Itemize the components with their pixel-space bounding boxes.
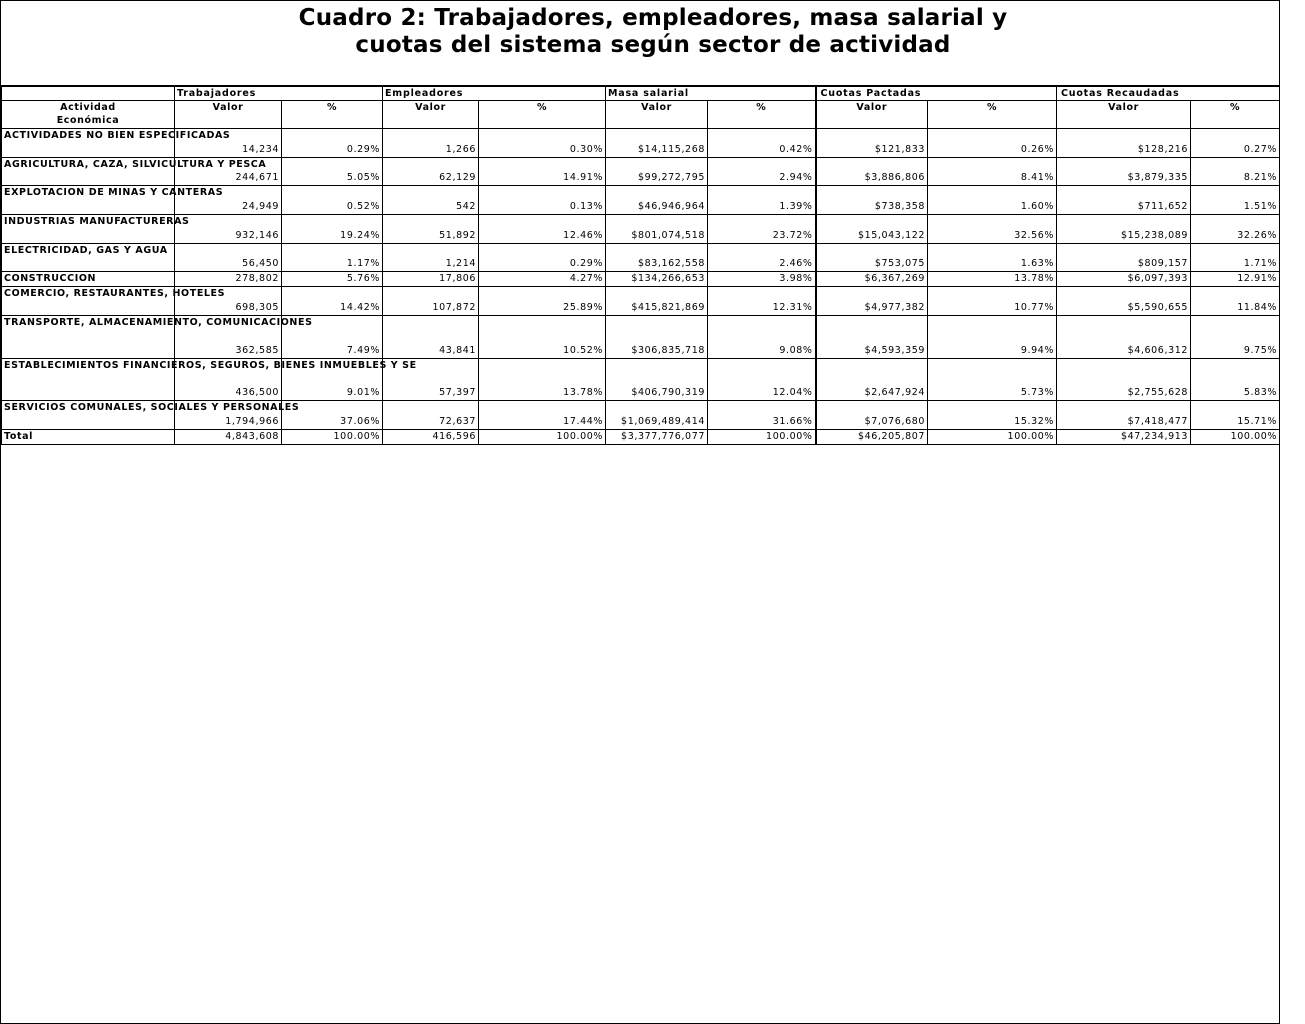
percent-cell: 14.91% bbox=[479, 158, 606, 186]
value-cell: $711,652 bbox=[1057, 186, 1191, 215]
percent-cell: 9.75% bbox=[1191, 316, 1280, 359]
value-cell: $3,879,335 bbox=[1057, 158, 1191, 186]
value-cell: 932,146 bbox=[175, 215, 282, 244]
value-cell: $83,162,558 bbox=[606, 244, 708, 272]
value-cell: $1,069,489,414 bbox=[606, 401, 708, 430]
value-cell: 244,671 bbox=[175, 158, 282, 186]
percent-cell: 1.71% bbox=[1191, 244, 1280, 272]
data-table bbox=[1, 86, 1280, 445]
value-cell: $121,833 bbox=[816, 129, 928, 158]
sub-header-row bbox=[2, 101, 1280, 129]
value-header: Valor bbox=[606, 101, 708, 129]
value-cell: 698,305 bbox=[175, 287, 282, 316]
group-header: Masa salarial bbox=[606, 87, 816, 101]
table-row bbox=[2, 215, 1280, 244]
percent-cell: 10.77% bbox=[928, 287, 1057, 316]
percent-cell: 25.89% bbox=[479, 287, 606, 316]
percent-cell: 0.52% bbox=[282, 186, 383, 215]
table-row bbox=[2, 272, 1280, 287]
table-row bbox=[2, 316, 1280, 359]
value-cell: $738,358 bbox=[816, 186, 928, 215]
value-cell: $3,377,776,077 bbox=[606, 430, 708, 445]
value-cell: $3,886,806 bbox=[816, 158, 928, 186]
value-cell: 1,266 bbox=[383, 129, 479, 158]
value-cell: 72,637 bbox=[383, 401, 479, 430]
activity-label: ESTABLECIMIENTOS FINANCIEROS, SEGUROS, BIENES INMUEBLES Y SE bbox=[2, 359, 175, 401]
percent-cell: 0.29% bbox=[282, 129, 383, 158]
percent-cell: 8.21% bbox=[1191, 158, 1280, 186]
percent-cell: 100.00% bbox=[479, 430, 606, 445]
value-header: Valor bbox=[383, 101, 479, 129]
percent-cell: 0.29% bbox=[479, 244, 606, 272]
value-cell: $7,418,477 bbox=[1057, 401, 1191, 430]
percent-cell: 15.32% bbox=[928, 401, 1057, 430]
value-cell: 62,129 bbox=[383, 158, 479, 186]
percent-cell: 0.30% bbox=[479, 129, 606, 158]
percent-cell: 1.51% bbox=[1191, 186, 1280, 215]
value-cell: $2,647,924 bbox=[816, 359, 928, 401]
percent-cell: 37.06% bbox=[282, 401, 383, 430]
activity-label: INDUSTRIAS MANUFACTURERAS bbox=[2, 215, 175, 244]
value-cell: $7,076,680 bbox=[816, 401, 928, 430]
value-cell: 278,802 bbox=[175, 272, 282, 287]
percent-cell: 9.08% bbox=[708, 316, 816, 359]
value-cell: $415,821,869 bbox=[606, 287, 708, 316]
value-cell: $46,946,964 bbox=[606, 186, 708, 215]
percent-cell: 17.44% bbox=[479, 401, 606, 430]
group-header: Cuotas Recaudadas bbox=[1057, 87, 1280, 101]
value-cell: $5,590,655 bbox=[1057, 287, 1191, 316]
percent-cell: 12.31% bbox=[708, 287, 816, 316]
percent-cell: 14.42% bbox=[282, 287, 383, 316]
percent-cell: 1.17% bbox=[282, 244, 383, 272]
value-cell: $4,593,359 bbox=[816, 316, 928, 359]
table-row bbox=[2, 186, 1280, 215]
percent-cell: 31.66% bbox=[708, 401, 816, 430]
percent-cell: 15.71% bbox=[1191, 401, 1280, 430]
activity-label: ACTIVIDADES NO BIEN ESPECIFICADAS bbox=[2, 129, 175, 158]
percent-cell: 9.94% bbox=[928, 316, 1057, 359]
value-cell: 416,596 bbox=[383, 430, 479, 445]
percent-cell: 100.00% bbox=[928, 430, 1057, 445]
group-header-blank bbox=[2, 87, 175, 101]
value-cell: $46,205,807 bbox=[816, 430, 928, 445]
percent-header: % bbox=[1191, 101, 1280, 129]
percent-cell: 100.00% bbox=[708, 430, 816, 445]
percent-cell: 12.91% bbox=[1191, 272, 1280, 287]
value-cell: 1,214 bbox=[383, 244, 479, 272]
value-cell: 4,843,608 bbox=[175, 430, 282, 445]
activity-label: TRANSPORTE, ALMACENAMIENTO, COMUNICACIONES bbox=[2, 316, 175, 359]
value-cell: $128,216 bbox=[1057, 129, 1191, 158]
value-cell: $134,266,653 bbox=[606, 272, 708, 287]
activity-label: AGRICULTURA, CAZA, SILVICULTURA Y PESCA bbox=[2, 158, 175, 186]
value-cell: 57,397 bbox=[383, 359, 479, 401]
percent-cell: 5.76% bbox=[282, 272, 383, 287]
value-cell: $809,157 bbox=[1057, 244, 1191, 272]
percent-header: % bbox=[708, 101, 816, 129]
activity-label: ELECTRICIDAD, GAS Y AGUA bbox=[2, 244, 175, 272]
percent-cell: 5.83% bbox=[1191, 359, 1280, 401]
activity-header: Actividad Económica bbox=[2, 101, 175, 129]
percent-cell: 11.84% bbox=[1191, 287, 1280, 316]
value-cell: 542 bbox=[383, 186, 479, 215]
value-cell: $6,097,393 bbox=[1057, 272, 1191, 287]
group-header-row bbox=[2, 87, 1280, 101]
value-header: Valor bbox=[816, 101, 928, 129]
percent-cell: 0.13% bbox=[479, 186, 606, 215]
percent-cell: 13.78% bbox=[928, 272, 1057, 287]
percent-cell: 0.27% bbox=[1191, 129, 1280, 158]
percent-cell: 32.26% bbox=[1191, 215, 1280, 244]
percent-cell: 0.26% bbox=[928, 129, 1057, 158]
percent-cell: 13.78% bbox=[479, 359, 606, 401]
group-header: Trabajadores bbox=[175, 87, 383, 101]
value-cell: 24,949 bbox=[175, 186, 282, 215]
value-cell: 436,500 bbox=[175, 359, 282, 401]
percent-cell: 12.04% bbox=[708, 359, 816, 401]
percent-cell: 1.60% bbox=[928, 186, 1057, 215]
value-cell: 43,841 bbox=[383, 316, 479, 359]
table-row bbox=[2, 129, 1280, 158]
value-cell: 14,234 bbox=[175, 129, 282, 158]
percent-cell: 7.49% bbox=[282, 316, 383, 359]
title-line-2: cuotas del sistema según sector de actividad bbox=[355, 32, 951, 58]
value-cell: $406,790,319 bbox=[606, 359, 708, 401]
value-cell: $306,835,718 bbox=[606, 316, 708, 359]
value-cell: $4,977,382 bbox=[816, 287, 928, 316]
group-header: Cuotas Pactadas bbox=[816, 87, 1057, 101]
value-cell: $15,238,089 bbox=[1057, 215, 1191, 244]
table-row bbox=[2, 359, 1280, 401]
value-cell: $6,367,269 bbox=[816, 272, 928, 287]
value-cell: 51,892 bbox=[383, 215, 479, 244]
table-body bbox=[2, 129, 1280, 445]
value-header: Valor bbox=[175, 101, 282, 129]
percent-cell: 10.52% bbox=[479, 316, 606, 359]
percent-cell: 100.00% bbox=[1191, 430, 1280, 445]
percent-header: % bbox=[928, 101, 1057, 129]
percent-cell: 1.39% bbox=[708, 186, 816, 215]
value-cell: 17,806 bbox=[383, 272, 479, 287]
table-row bbox=[2, 287, 1280, 316]
percent-cell: 2.94% bbox=[708, 158, 816, 186]
value-cell: 56,450 bbox=[175, 244, 282, 272]
table-row bbox=[2, 244, 1280, 272]
title-line-1: Cuadro 2: Trabajadores, empleadores, masa salarial y bbox=[298, 5, 1008, 31]
percent-cell: 4.27% bbox=[479, 272, 606, 287]
value-cell: $801,074,518 bbox=[606, 215, 708, 244]
value-cell: $2,755,628 bbox=[1057, 359, 1191, 401]
percent-cell: 23.72% bbox=[708, 215, 816, 244]
percent-cell: 0.42% bbox=[708, 129, 816, 158]
value-cell: $47,234,913 bbox=[1057, 430, 1191, 445]
percent-cell: 5.05% bbox=[282, 158, 383, 186]
value-cell: $99,272,795 bbox=[606, 158, 708, 186]
activity-label: SERVICIOS COMUNALES, SOCIALES Y PERSONALES bbox=[2, 401, 175, 430]
percent-cell: 12.46% bbox=[479, 215, 606, 244]
activity-label: CONSTRUCCION bbox=[2, 272, 175, 287]
activity-label: COMERCIO, RESTAURANTES, HOTELES bbox=[2, 287, 175, 316]
percent-cell: 19.24% bbox=[282, 215, 383, 244]
table-row bbox=[2, 401, 1280, 430]
value-cell: $4,606,312 bbox=[1057, 316, 1191, 359]
percent-cell: 5.73% bbox=[928, 359, 1057, 401]
percent-header: % bbox=[282, 101, 383, 129]
value-cell: $14,115,268 bbox=[606, 129, 708, 158]
group-header: Empleadores bbox=[383, 87, 606, 101]
page-title bbox=[1, 5, 1305, 59]
percent-cell: 3.98% bbox=[708, 272, 816, 287]
value-cell: $15,043,122 bbox=[816, 215, 928, 244]
percent-cell: 8.41% bbox=[928, 158, 1057, 186]
table-row bbox=[2, 158, 1280, 186]
value-cell: 362,585 bbox=[175, 316, 282, 359]
activity-label: Total bbox=[2, 430, 175, 445]
value-cell: 107,872 bbox=[383, 287, 479, 316]
percent-cell: 32.56% bbox=[928, 215, 1057, 244]
percent-header: % bbox=[479, 101, 606, 129]
percent-cell: 9.01% bbox=[282, 359, 383, 401]
value-header: Valor bbox=[1057, 101, 1191, 129]
activity-label: EXPLOTACION DE MINAS Y CANTERAS bbox=[2, 186, 175, 215]
value-cell: 1,794,966 bbox=[175, 401, 282, 430]
table-row bbox=[2, 430, 1280, 445]
percent-cell: 2.46% bbox=[708, 244, 816, 272]
value-cell: $753,075 bbox=[816, 244, 928, 272]
percent-cell: 100.00% bbox=[282, 430, 383, 445]
percent-cell: 1.63% bbox=[928, 244, 1057, 272]
